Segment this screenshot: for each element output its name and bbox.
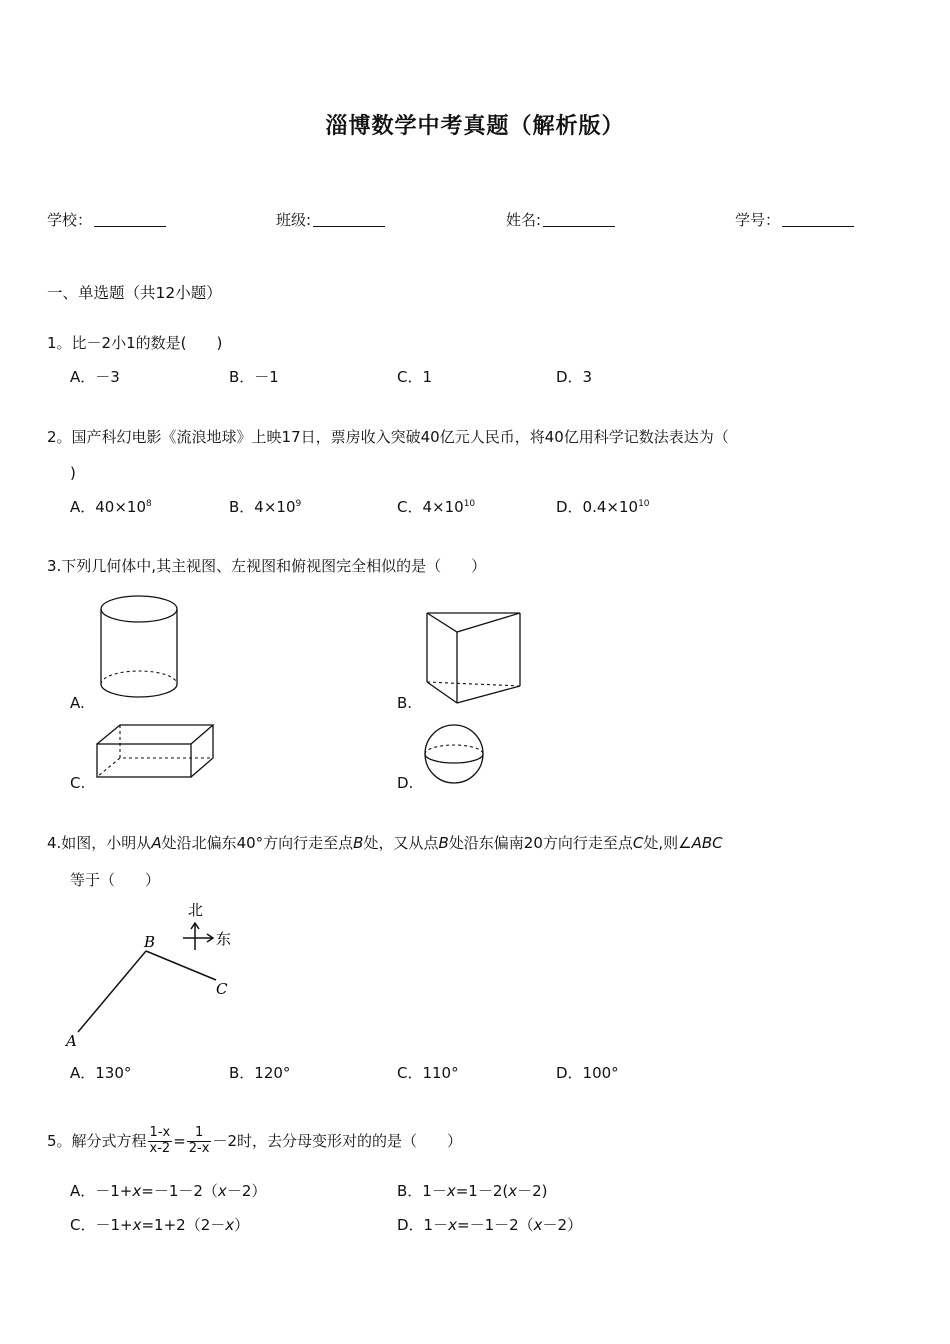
q5-b-x2: x xyxy=(508,1182,518,1200)
number-label: 学号： xyxy=(735,211,781,229)
triangular-prism-figure xyxy=(422,608,522,708)
q5-a-part2: =－1－2（ xyxy=(141,1182,218,1200)
q2-b-exp: 9 xyxy=(295,499,302,509)
fig-point-b: B xyxy=(144,933,156,951)
school-field[interactable] xyxy=(47,212,166,228)
q5-d-part1: D．1－ xyxy=(397,1216,449,1234)
q5-c-x: x xyxy=(132,1216,142,1234)
q2-d-exp: 10 xyxy=(638,499,650,509)
q1-option-b[interactable]: B．－1 xyxy=(229,368,279,386)
class-field[interactable] xyxy=(276,212,385,228)
q5-text-a: 5。解分式方程 xyxy=(47,1131,147,1150)
q5-b-part3: －2) xyxy=(517,1182,548,1200)
q5-a-x: x xyxy=(132,1182,142,1200)
class-label: 班级: xyxy=(276,211,312,229)
q2-d-base: D．0.4×10 xyxy=(556,498,639,516)
q5-d-part3: －2） xyxy=(542,1216,583,1234)
q5-a-x2: x xyxy=(217,1182,227,1200)
q4-point-b2: B xyxy=(438,834,449,852)
q3-option-c[interactable]: C. xyxy=(70,774,86,792)
q4-text-b: 处沿北偏东40°方向行走至点 xyxy=(161,834,354,852)
q5-c-x2: x xyxy=(225,1216,235,1234)
q3-option-a[interactable]: A. xyxy=(70,694,85,712)
q5-text-b: －2时，去分母变形对的的是（ ） xyxy=(212,1131,462,1150)
q5-fraction-1 xyxy=(148,1126,173,1157)
q4-text-d: 处沿东偏南20方向行走至点 xyxy=(448,834,633,852)
q5-b-x: x xyxy=(446,1182,456,1200)
q5-option-b[interactable] xyxy=(397,1184,548,1199)
q5-f1-den: x-2 xyxy=(149,1140,171,1156)
q5-option-d[interactable] xyxy=(397,1218,582,1233)
q5-a-part1: A．－1+ xyxy=(70,1182,133,1200)
q3-option-d[interactable]: D. xyxy=(397,774,414,792)
q5-c-part3: ） xyxy=(234,1216,250,1234)
q5-equals: = xyxy=(173,1131,186,1150)
q2-c-exp: 10 xyxy=(463,499,476,509)
q4-option-c[interactable]: C．110° xyxy=(397,1064,459,1082)
q5-f1-num: 1-x xyxy=(149,1125,171,1140)
q5-d-x: x xyxy=(448,1216,457,1234)
q5-d-part2: =－1－2（ xyxy=(457,1216,534,1234)
q4-option-a[interactable]: A．130° xyxy=(70,1064,132,1082)
q1-option-d[interactable]: D．3 xyxy=(556,368,593,386)
q2-option-c[interactable] xyxy=(397,500,475,515)
q1-option-a[interactable]: A．－3 xyxy=(70,368,120,386)
q2-option-b[interactable] xyxy=(229,500,301,515)
fig-point-c: C xyxy=(216,980,228,998)
school-blank[interactable] xyxy=(94,212,166,227)
q3-option-b[interactable]: B. xyxy=(397,694,413,712)
q5-f2-den: 2-x xyxy=(188,1140,210,1156)
q4-stem-cont: 等于（ ） xyxy=(70,871,161,889)
direction-figure xyxy=(60,898,260,1050)
number-field[interactable] xyxy=(735,212,854,228)
q2-b-base: B．4×10 xyxy=(229,498,296,516)
q4-option-d[interactable]: D．100° xyxy=(556,1064,619,1082)
q2-option-a[interactable] xyxy=(70,500,152,515)
q5-option-c[interactable] xyxy=(70,1218,249,1233)
page-title: 淄博数学中考真题（解析版） xyxy=(325,114,625,139)
east-label: 东 xyxy=(216,930,232,948)
cuboid-figure xyxy=(95,722,217,782)
q5-stem xyxy=(47,1126,462,1157)
north-label: 北 xyxy=(188,901,204,919)
number-blank[interactable] xyxy=(782,212,854,227)
q4-text-a: 4.如图，小明从 xyxy=(47,834,152,852)
q5-c-part2: =1+2（2－ xyxy=(141,1216,226,1234)
q2-a-exp: 8 xyxy=(146,499,152,509)
q4-point-b: B xyxy=(353,834,364,852)
q5-b-part2: =1－2( xyxy=(455,1182,509,1200)
q5-f2-num: 1 xyxy=(187,1126,212,1142)
q4-stem xyxy=(47,836,723,851)
name-blank[interactable] xyxy=(543,212,615,227)
q2-stem: 2。国产科幻电影《流浪地球》上映17日，票房收入突破40亿元人民币，将40亿用科学记数法表达为（ xyxy=(47,428,729,446)
q5-c-part1: C．－1+ xyxy=(70,1216,133,1234)
q5-d-x2: x xyxy=(533,1216,543,1234)
name-field[interactable] xyxy=(506,212,615,228)
q3-stem: 3.下列几何体中,其主视图、左视图和俯视图完全相似的是（ ） xyxy=(47,557,487,575)
q4-text-c: 处，又从点 xyxy=(363,834,439,852)
q2-c-base: C．4×10 xyxy=(397,498,464,516)
school-label: 学校： xyxy=(47,211,93,229)
fig-point-a: A xyxy=(66,1032,77,1050)
q1-option-c[interactable]: C．1 xyxy=(397,368,433,386)
q5-option-a[interactable] xyxy=(70,1184,266,1199)
name-label: 姓名: xyxy=(506,211,542,229)
q4-option-b[interactable]: B．120° xyxy=(229,1064,291,1082)
class-blank[interactable] xyxy=(313,212,385,227)
q2-option-d[interactable] xyxy=(556,500,650,515)
section-heading: 一、单选题（共12小题） xyxy=(47,284,222,302)
q1-stem: 1。比－2小1的数是( ) xyxy=(47,334,223,352)
q4-text-e: 处,则∠ xyxy=(643,834,692,852)
q2-a-base: A．40×10 xyxy=(70,498,147,516)
q5-b-part1: B．1－ xyxy=(397,1182,447,1200)
q4-angle: ABC xyxy=(691,834,723,852)
q4-point-c: C xyxy=(632,834,644,852)
q2-stem-cont: ) xyxy=(70,464,76,482)
q5-fraction-2 xyxy=(187,1126,212,1157)
cylinder-figure xyxy=(95,592,185,702)
q5-a-part3: －2） xyxy=(226,1182,267,1200)
q4-point-a: A xyxy=(151,834,162,852)
sphere-figure xyxy=(424,724,486,786)
